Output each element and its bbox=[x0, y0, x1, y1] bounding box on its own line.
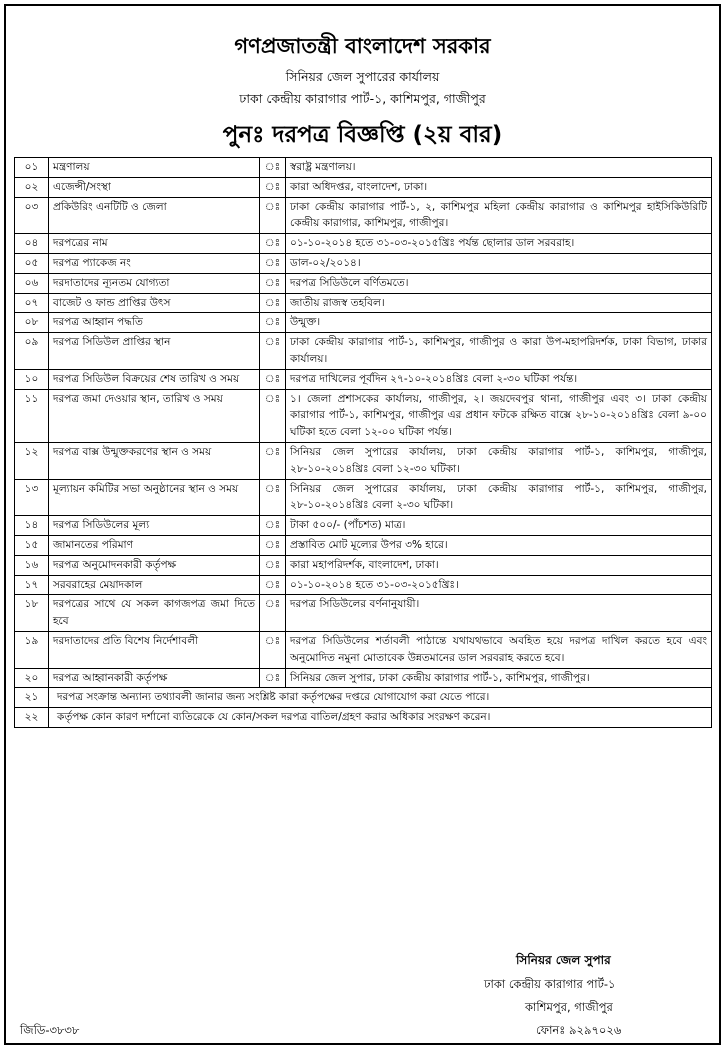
row-number: ০৭ bbox=[15, 293, 49, 313]
row-label: দরপত্র জমা দেওয়ার স্থান, তারিখ ও সময় bbox=[49, 389, 260, 442]
row-label: প্রকিউরিং এনটিটি ও জেলা bbox=[49, 197, 260, 234]
row-label: দরপত্র বাক্স উন্মুক্তকরণের স্থান ও সময় bbox=[49, 442, 260, 479]
row-label: মূল্যায়ন কমিটির সভা অনুষ্ঠানের স্থান ও সময় bbox=[49, 479, 260, 516]
row-label: দরপত্রের সাথে যে সকল কাগজপত্র জমা দিতে হবে bbox=[49, 595, 260, 632]
row-label: দরদাতাদের ন্যূনতম যোগ্যতা bbox=[49, 273, 260, 293]
row-label: এজেন্সী/সংস্থা bbox=[49, 177, 260, 197]
row-separator: ঃ bbox=[260, 535, 286, 555]
row-note: দরপত্র সংক্রান্ত অন্যান্য তথ্যাবলী জানার জন্য সংশ্লিষ্ট কারা কর্তৃপক্ষের দপ্তরে যোগাযোগ করা যেতে পারে। bbox=[49, 688, 712, 708]
row-separator: ঃ bbox=[260, 668, 286, 688]
row-separator: ঃ bbox=[260, 197, 286, 234]
row-label: দরদাতাদের প্রতি বিশেষ নির্দেশাবলী bbox=[49, 631, 260, 668]
signatory-designation: সিনিয়র জেল সুপার bbox=[516, 953, 611, 967]
row-label: মন্ত্রণালয় bbox=[49, 158, 260, 178]
row-separator: ঃ bbox=[260, 177, 286, 197]
row-value: ঢাকা কেন্দ্রীয় কারাগার পার্ট-১, ২, কাশিমপুর মহিলা কেন্দ্রীয় কারাগার ও কাশিমপুর হাইসিকিউরিটি কেন্দ্রীয় কারাগার, কাশিমপুর, গাজীপুর। bbox=[286, 197, 712, 234]
row-separator: ঃ bbox=[260, 555, 286, 575]
row-separator: ঃ bbox=[260, 293, 286, 313]
table-row bbox=[15, 442, 712, 479]
row-number: ১৩ bbox=[15, 479, 49, 516]
row-label: দরপত্র সিডিউলের মূল্য bbox=[49, 516, 260, 536]
table-row bbox=[15, 595, 712, 632]
table-row bbox=[15, 535, 712, 555]
row-value: দরপত্র দাখিলের পূর্বদিন ২৭-১০-২০১৪খ্রিঃ বেলা ২-৩০ ঘটিকা পর্যন্ত। bbox=[286, 369, 712, 389]
row-value: সিনিয়র জেল সুপার, ঢাকা কেন্দ্রীয় কারাগার পার্ট-১, কাশিমপুর, গাজীপুর। bbox=[286, 668, 712, 688]
table-row bbox=[15, 234, 712, 254]
office-address: ঢাকা কেন্দ্রীয় কারাগার পার্ট-১, কাশিমপুর, গাজীপুর bbox=[239, 91, 486, 106]
row-number: ০৯ bbox=[15, 333, 49, 370]
notice-page bbox=[4, 4, 721, 1045]
row-number: ০৫ bbox=[15, 253, 49, 273]
row-number: ২২ bbox=[15, 708, 49, 728]
row-value: দরপত্র সিডিউলে বর্ণিতমতে। bbox=[286, 273, 712, 293]
table-row bbox=[15, 708, 712, 728]
table-row bbox=[15, 575, 712, 595]
row-number: ১৫ bbox=[15, 535, 49, 555]
row-number: ২১ bbox=[15, 688, 49, 708]
row-label: দরপত্র আহ্বানকারী কর্তৃপক্ষ bbox=[49, 668, 260, 688]
row-value: ১। জেলা প্রশাসকের কার্যালয়, গাজীপুর, ২। জয়দেবপুর থানা, গাজীপুর এবং ৩। ঢাকা কেন্দ্রীয় কারাগার পার্ট-১, কাশিমপুর, গাজীপুর এর প্রধান ফটকে রক্ষিত বাক্সে ২৮-১০-২০১৪খ্রিঃ বেলা ৯-০০ ঘটিকা হতে বেলা ১২-০০ ঘটিকা পর্যন্ত। bbox=[286, 389, 712, 442]
row-separator: ঃ bbox=[260, 595, 286, 632]
signatory-location: কাশিমপুর, গাজীপুর bbox=[525, 1000, 613, 1014]
row-value: দরপত্র সিডিউলের শর্তাবলী পাঠান্তে যথাযথভাবে অবহিত হয়ে দরপত্র দাখিল করতে হবে এবং অনুমোদিত নমুনা মোতাবেক উন্নতমানের ডাল সরবরাহ করতে হবে। bbox=[286, 631, 712, 668]
row-value: কারা মহাপরিদর্শক, বাংলাদেশ, ঢাকা। bbox=[286, 555, 712, 575]
row-value: ০১-১০-২০১৪ হতে ৩১-০৩-২০১৫খ্রিঃ পর্যন্ত ছোলার ডাল সরবরাহ। bbox=[286, 234, 712, 254]
office-name: সিনিয়র জেল সুপারের কার্যালয় bbox=[285, 69, 440, 84]
row-value: সিনিয়র জেল সুপারের কার্যালয়, ঢাকা কেন্দ্রীয় কারাগার পার্ট-১, কাশিমপুর, গাজীপুর, ২৮-১০-২০১৪খ্রিঃ বেলা ১২-৩০ ঘটিকা। bbox=[286, 442, 712, 479]
table-row bbox=[15, 555, 712, 575]
row-separator: ঃ bbox=[260, 389, 286, 442]
row-label: দরপত্র অনুমোদনকারী কর্তৃপক্ষ bbox=[49, 555, 260, 575]
row-separator: ঃ bbox=[260, 158, 286, 178]
row-label: দরপত্র সিডিউল প্রাপ্তির স্থান bbox=[49, 333, 260, 370]
table-row bbox=[15, 253, 712, 273]
table-row bbox=[15, 197, 712, 234]
row-label: সরবরাহের মেয়াদকাল bbox=[49, 575, 260, 595]
table-row bbox=[15, 273, 712, 293]
table-row bbox=[15, 333, 712, 370]
row-separator: ঃ bbox=[260, 273, 286, 293]
row-value: টাকা ৫০০/- (পাঁচশত) মাত্র। bbox=[286, 516, 712, 536]
reference-number: জিডি-৩৮৩৮ bbox=[20, 1023, 80, 1037]
table-row bbox=[15, 668, 712, 688]
row-number: ১৯ bbox=[15, 631, 49, 668]
signatory-phone: ফোনঃ ৯২৯৭০২৬ bbox=[536, 1023, 622, 1037]
row-number: ০৩ bbox=[15, 197, 49, 234]
row-label: দরপত্র সিডিউল বিক্রয়ের শেষ তারিখ ও সময় bbox=[49, 369, 260, 389]
signatory-office: ঢাকা কেন্দ্রীয় কারাগার পার্ট-১ bbox=[484, 977, 616, 991]
table-row bbox=[15, 389, 712, 442]
row-separator: ঃ bbox=[260, 333, 286, 370]
row-label: দরপত্রের নাম bbox=[49, 234, 260, 254]
table-row bbox=[15, 313, 712, 333]
row-number: ১২ bbox=[15, 442, 49, 479]
row-label: দরপত্র আহ্বান পদ্ধতি bbox=[49, 313, 260, 333]
row-number: ২০ bbox=[15, 668, 49, 688]
row-value: জাতীয় রাজস্ব তহবিল। bbox=[286, 293, 712, 313]
row-value: কারা অধিদপ্তর, বাংলাদেশ, ঢাকা। bbox=[286, 177, 712, 197]
row-value: ডাল-০২/২০১৪। bbox=[286, 253, 712, 273]
row-label: বাজেট ও ফান্ড প্রাপ্তির উৎস bbox=[49, 293, 260, 313]
row-note: কর্তৃপক্ষ কোন কারণ দর্শানো ব্যতিরেকে যে কোন/সকল দরপত্র বাতিল/গ্রহণ করার অধিকার সংরক্ষণ করেন। bbox=[49, 708, 712, 728]
row-value: ০১-১০-২০১৪ হতে ৩১-০৩-২০১৫খ্রিঃ। bbox=[286, 575, 712, 595]
row-number: ০১ bbox=[15, 158, 49, 178]
row-number: ১৭ bbox=[15, 575, 49, 595]
notice-title: পুনঃ দরপত্র বিজ্ঞপ্তি (২য় বার) bbox=[222, 122, 503, 148]
row-separator: ঃ bbox=[260, 442, 286, 479]
table-row bbox=[15, 479, 712, 516]
row-value: প্রস্তাবিত মোট মূল্যের উপর ৩% হারে। bbox=[286, 535, 712, 555]
table-row bbox=[15, 158, 712, 178]
row-separator: ঃ bbox=[260, 234, 286, 254]
table-row bbox=[15, 688, 712, 708]
row-label: দরপত্র প্যাকেজ নং bbox=[49, 253, 260, 273]
government-title: গণপ্রজাতন্ত্রী বাংলাদেশ সরকার bbox=[234, 34, 491, 58]
row-number: ১৬ bbox=[15, 555, 49, 575]
row-value: ঢাকা কেন্দ্রীয় কারাগার পার্ট-১, কাশিমপুর, গাজীপুর ও কারা উপ-মহাপরিদর্শক, ঢাকা বিভাগ, ঢাকার কার্যালয়। bbox=[286, 333, 712, 370]
row-number: ১০ bbox=[15, 369, 49, 389]
row-value: স্বরাষ্ট্র মন্ত্রণালয়। bbox=[286, 158, 712, 178]
row-separator: ঃ bbox=[260, 369, 286, 389]
row-value: সিনিয়র জেল সুপারের কার্যালয়, ঢাকা কেন্দ্রীয় কারাগার পার্ট-১, কাশিমপুর, গাজীপুর, ২৮-১০-২০১৪খ্রিঃ বেলা ২-৩০ ঘটিকা। bbox=[286, 479, 712, 516]
row-number: ১৮ bbox=[15, 595, 49, 632]
row-number: ০২ bbox=[15, 177, 49, 197]
row-number: ০৪ bbox=[15, 234, 49, 254]
row-number: ১৪ bbox=[15, 516, 49, 536]
table-row bbox=[15, 177, 712, 197]
table-row bbox=[15, 293, 712, 313]
row-value: উন্মুক্ত। bbox=[286, 313, 712, 333]
tender-details-table bbox=[14, 157, 712, 728]
row-value: দরপত্র সিডিউলের বর্ণনানুযায়ী। bbox=[286, 595, 712, 632]
row-number: ১১ bbox=[15, 389, 49, 442]
row-number: ০৮ bbox=[15, 313, 49, 333]
row-separator: ঃ bbox=[260, 631, 286, 668]
row-separator: ঃ bbox=[260, 575, 286, 595]
row-label: জামানতের পরিমাণ bbox=[49, 535, 260, 555]
table-row bbox=[15, 631, 712, 668]
row-number: ০৬ bbox=[15, 273, 49, 293]
table-row bbox=[15, 516, 712, 536]
table-row bbox=[15, 369, 712, 389]
row-separator: ঃ bbox=[260, 253, 286, 273]
row-separator: ঃ bbox=[260, 313, 286, 333]
row-separator: ঃ bbox=[260, 479, 286, 516]
row-separator: ঃ bbox=[260, 516, 286, 536]
